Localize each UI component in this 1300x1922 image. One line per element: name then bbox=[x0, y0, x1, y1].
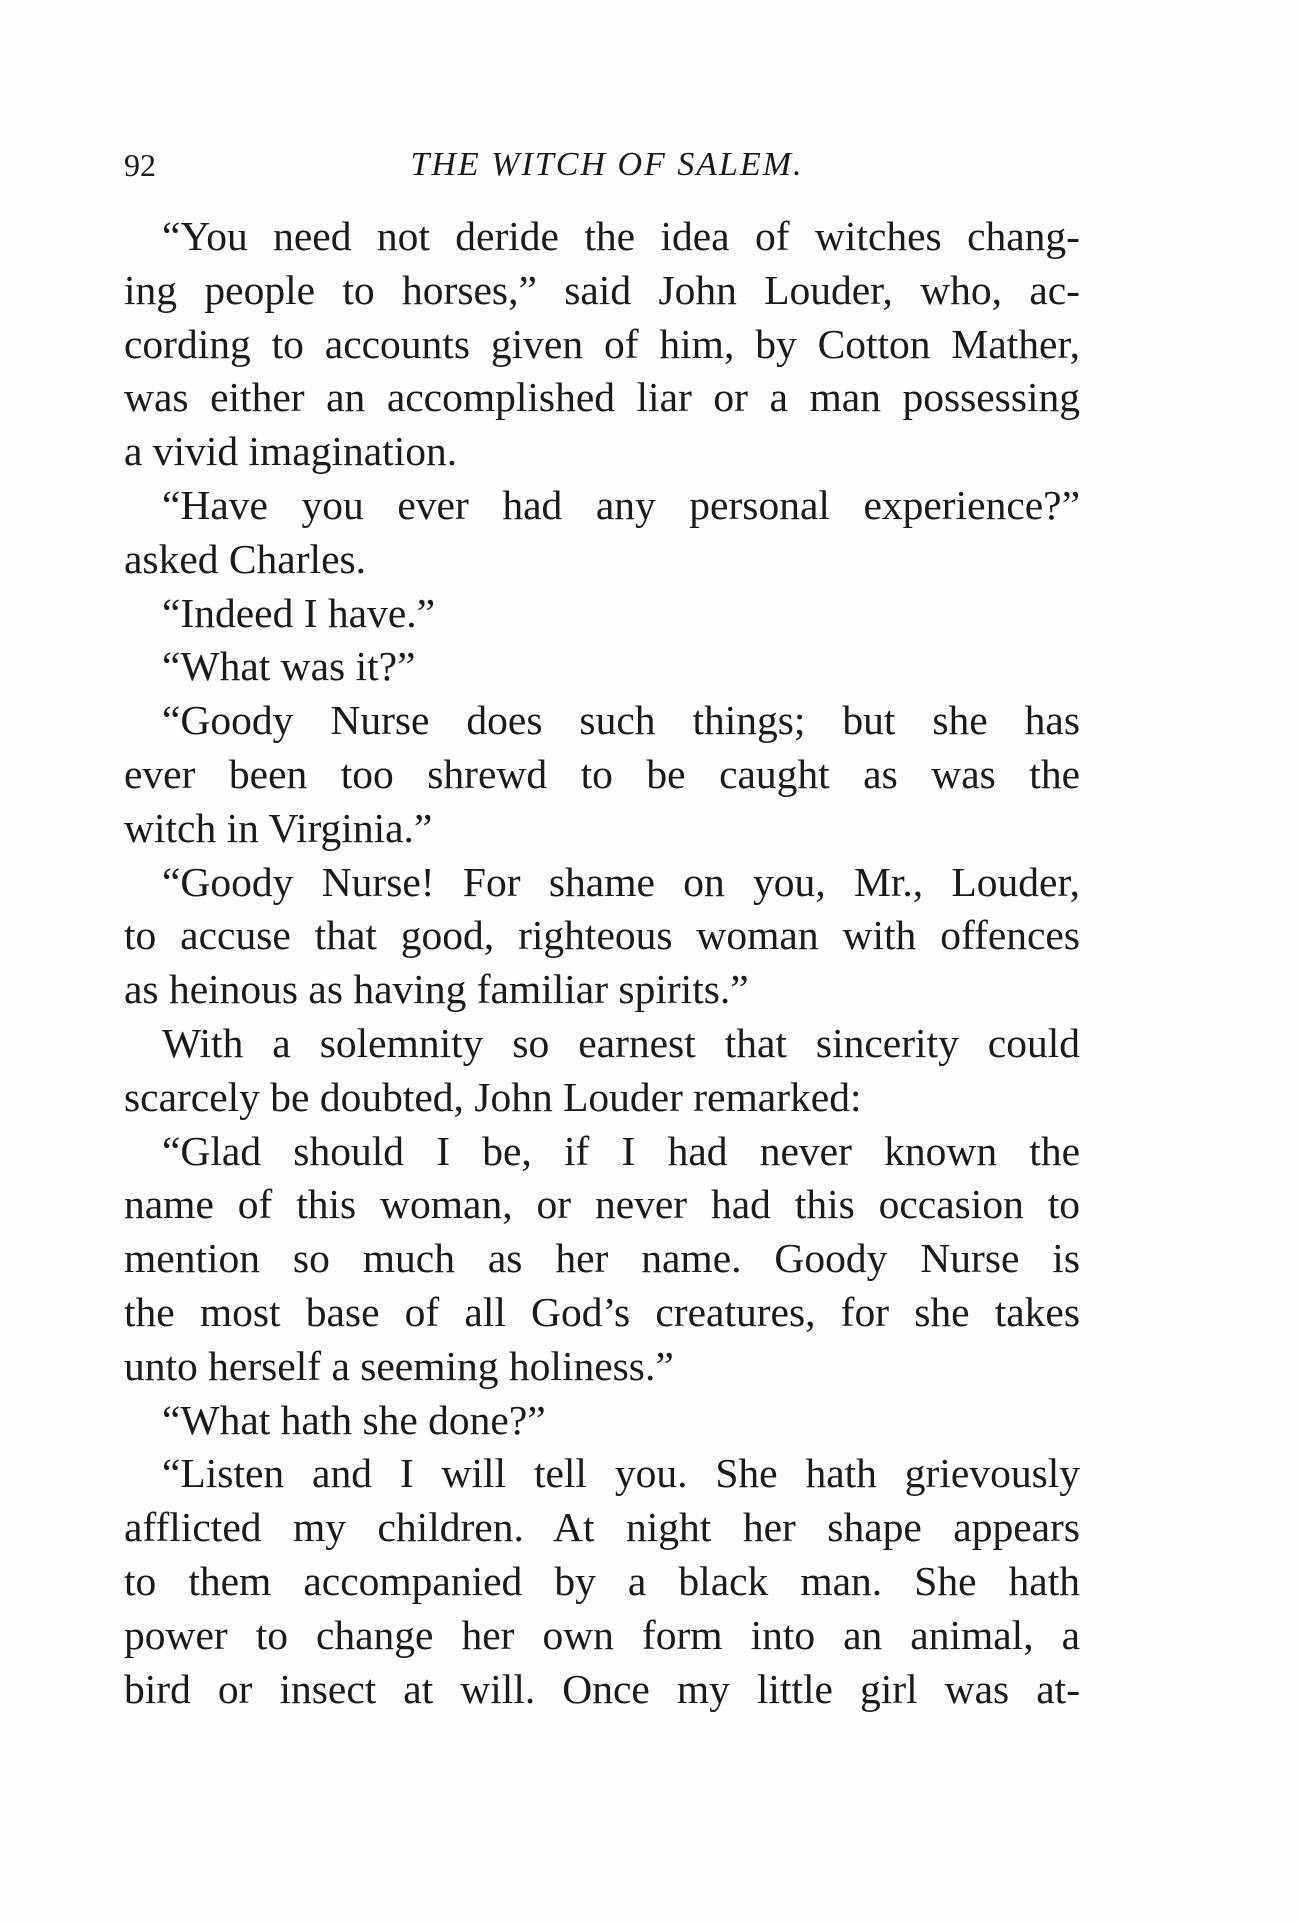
text-line: “Glad should I be, if I had never known the bbox=[162, 1127, 1080, 1174]
text-line: the most base of all God’s creatures, for she takes bbox=[124, 1288, 1080, 1335]
text-line: witch in Virginia.” bbox=[124, 804, 433, 851]
text-line: to accuse that good, righteous woman with offences bbox=[124, 912, 1080, 959]
text-line: mention so much as her name. Goody Nurse is bbox=[124, 1235, 1080, 1282]
text-line: “Goody Nurse does such things; but she has bbox=[162, 697, 1080, 744]
text-line: “What hath she done?” bbox=[162, 1396, 546, 1443]
text-line: “What was it?” bbox=[162, 643, 416, 690]
text-line: cording to accounts given of him, by Cotton Mather, bbox=[124, 320, 1080, 367]
text-line: “Have you ever had any personal experience?” bbox=[162, 481, 1080, 528]
text-line: to them accompanied by a black man. She hath bbox=[124, 1557, 1080, 1604]
text-line: “Listen and I will tell you. She hath grievously bbox=[162, 1450, 1080, 1497]
body-text bbox=[124, 210, 1080, 1716]
text-line: as heinous as having familiar spirits.” bbox=[124, 966, 749, 1013]
running-head: THE WITCH OF SALEM. bbox=[410, 146, 804, 183]
text-line: a vivid imagination. bbox=[124, 428, 458, 475]
page-number: 92 bbox=[124, 147, 156, 183]
text-line: power to change her own form into an animal, a bbox=[124, 1611, 1080, 1658]
text-line: was either an accomplished liar or a man possessing bbox=[124, 374, 1080, 421]
text-line: “Indeed I have.” bbox=[162, 589, 436, 636]
text-line: bird or insect at will. Once my little girl was at- bbox=[124, 1665, 1080, 1712]
text-line: name of this woman, or never had this occasion to bbox=[124, 1181, 1080, 1228]
text-line: unto herself a seeming holiness.” bbox=[124, 1342, 674, 1389]
text-line: “You need not deride the idea of witches chang- bbox=[162, 213, 1080, 259]
text-line: ever been too shrewd to be caught as was the bbox=[124, 750, 1080, 797]
text-line: scarcely be doubted, John Louder remarked: bbox=[124, 1073, 862, 1120]
text-line: ing people to horses,” said John Louder, who, ac- bbox=[124, 266, 1080, 313]
text-line: asked Charles. bbox=[124, 535, 367, 582]
text-line: With a solemnity so earnest that sincerity could bbox=[162, 1019, 1080, 1066]
text-line: afflicted my children. At night her shape appears bbox=[124, 1504, 1080, 1551]
text-line: “Goody Nurse! For shame on you, Mr., Louder, bbox=[162, 858, 1080, 905]
page-header bbox=[124, 140, 1080, 190]
